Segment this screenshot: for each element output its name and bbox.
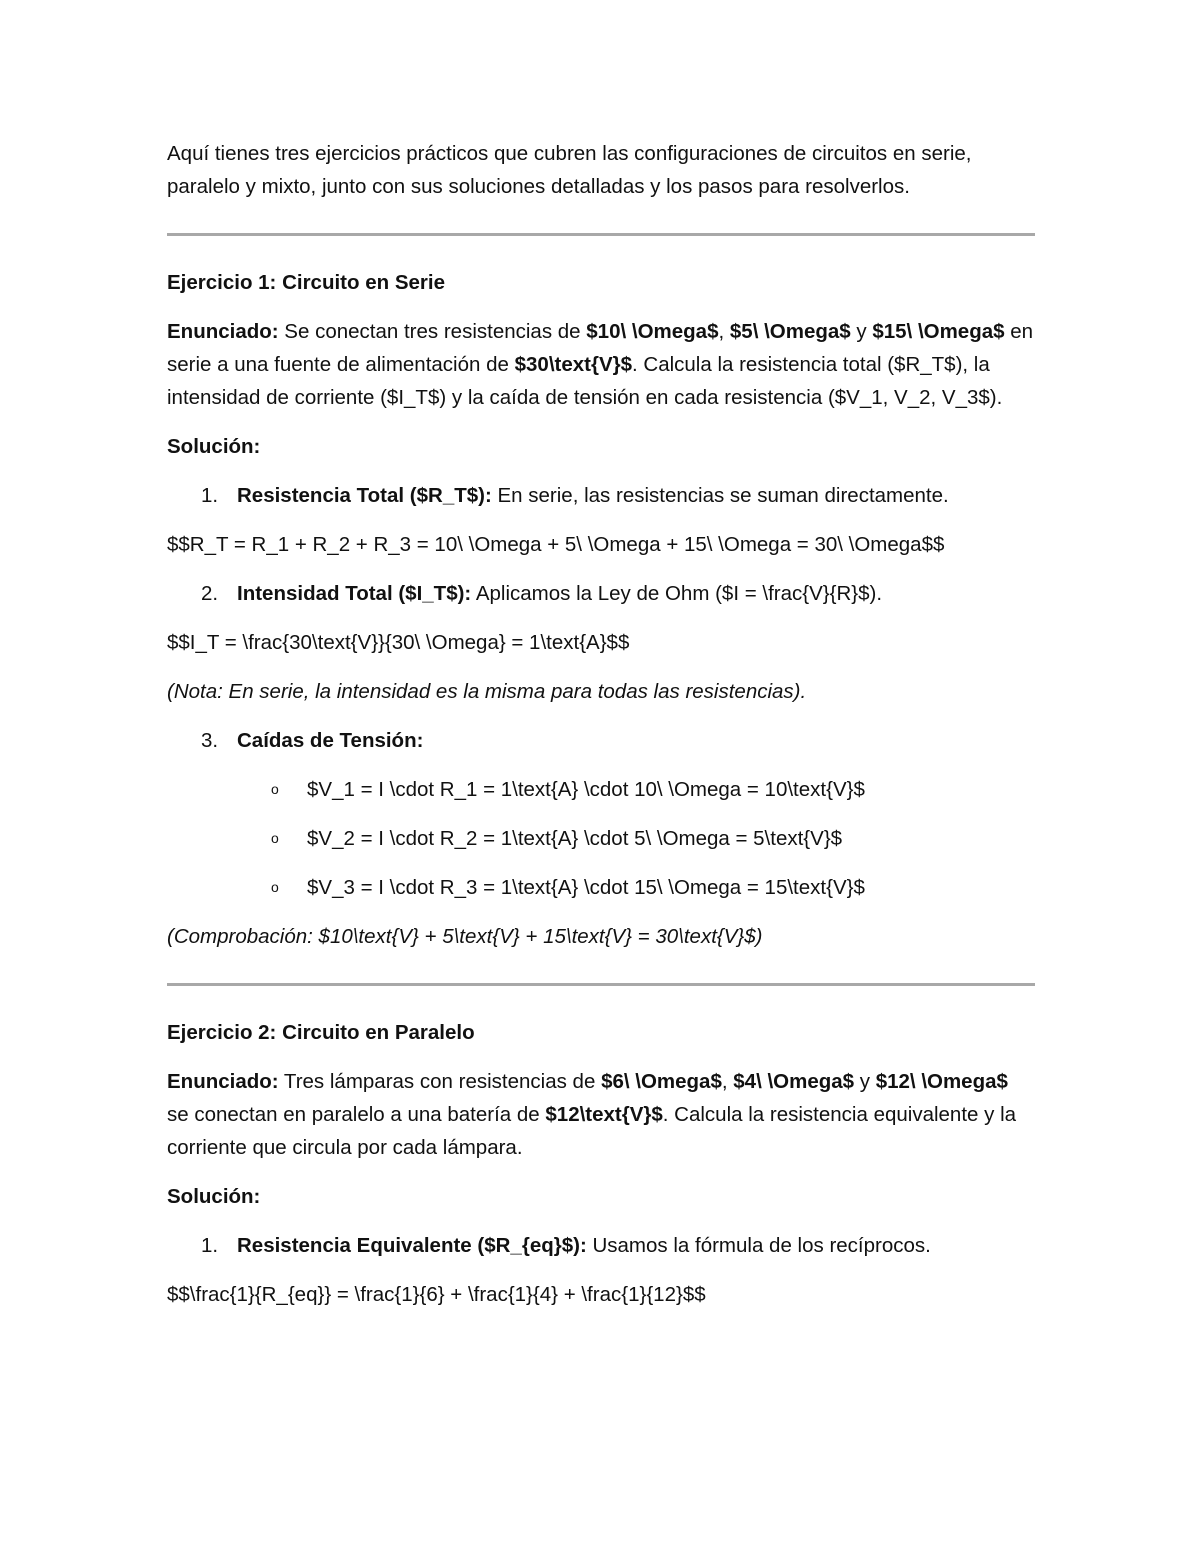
sub-list-text: $V_1 = I \cdot R_1 = 1\text{A} \cdot 10\ \Omega = 10\text{V}$ — [307, 778, 865, 801]
horizontal-rule — [167, 233, 1035, 236]
sub-list-text: $V_3 = I \cdot R_3 = 1\text{A} \cdot 15\ \Omega = 15\text{V}$ — [307, 876, 865, 899]
sub-list-item — [167, 871, 1035, 904]
horizontal-rule — [167, 983, 1035, 986]
sub-list-item — [167, 822, 1035, 855]
list-item-text: Caídas de Tensión: — [237, 729, 424, 752]
formula: $$R_T = R_1 + R_2 + R_3 = 10\ \Omega + 5\ \Omega + 15\ \Omega = 30\ \Omega$$ — [167, 533, 945, 556]
formula: $$\frac{1}{R_{eq}} = \frac{1}{6} + \frac{1}{4} + \frac{1}{12}$$ — [167, 1283, 706, 1306]
list-item-text: Resistencia Total ($R_T$): En serie, las resistencias se suman directamente. — [237, 484, 949, 507]
list-item — [167, 724, 1035, 757]
sub-list-text: $V_2 = I \cdot R_2 = 1\text{A} \cdot 5\ \Omega = 5\text{V}$ — [307, 827, 843, 850]
document-body — [167, 137, 1035, 1327]
note: (Nota: En serie, la intensidad es la misma para todas las resistencias). — [167, 680, 807, 703]
list-number: 2. — [201, 582, 219, 605]
bullet-circle-icon: o — [271, 879, 279, 895]
list-item — [167, 577, 1035, 610]
list-number: 3. — [201, 729, 219, 752]
statement-label: Enunciado: — [167, 1070, 279, 1093]
solution-label: Solución: — [167, 1185, 261, 1208]
intro-paragraph: Aquí tienes tres ejercicios prácticos que cubren las configuraciones de circuitos en serie, paralelo y mixto, junto con sus soluciones detalladas y los pasos para resolverlos. — [167, 142, 972, 198]
exercise-2-title: Ejercicio 2: Circuito en Paralelo — [167, 1021, 475, 1044]
exercise-2-statement: Enunciado: Tres lámparas con resistencias de $6\ \Omega$, $4\ \Omega$ y $12\ \Omega$ se conectan en paralelo a una batería de $12\text{V}$. Calcula la resistencia equivalente y la corriente que circula por cada lámpara. — [167, 1070, 1017, 1159]
list-item — [167, 1229, 1035, 1262]
list-item — [167, 479, 1035, 512]
statement-label: Enunciado: — [167, 320, 279, 343]
list-item-text: Resistencia Equivalente ($R_{eq}$): Usamos la fórmula de los recíprocos. — [237, 1234, 931, 1257]
list-number: 1. — [201, 1234, 219, 1257]
formula: $$I_T = \frac{30\text{V}}{30\ \Omega} = 1\text{A}$$ — [167, 631, 630, 654]
bullet-circle-icon: o — [271, 781, 279, 797]
solution-label: Solución: — [167, 435, 261, 458]
bullet-circle-icon: o — [271, 830, 279, 846]
exercise-1-statement: Enunciado: Se conectan tres resistencias de $10\ \Omega$, $5\ \Omega$ y $15\ \Omega$ en serie a una fuente de alimentación de $30\text{V}$. Calcula la resistencia total ($R_T$), la intensidad de corriente ($I_T$) y la caída de tensión en cada resistencia ($V_1, V_2, V_3$). — [167, 320, 1034, 409]
exercise-1-title: Ejercicio 1: Circuito en Serie — [167, 271, 445, 294]
list-item-text: Intensidad Total ($I_T$): Aplicamos la Ley de Ohm ($I = \frac{V}{R}$). — [237, 582, 883, 605]
check-note: (Comprobación: $10\text{V} + 5\text{V} + 15\text{V} = 30\text{V}$) — [167, 925, 763, 948]
sub-list-item — [167, 773, 1035, 806]
list-number: 1. — [201, 484, 219, 507]
